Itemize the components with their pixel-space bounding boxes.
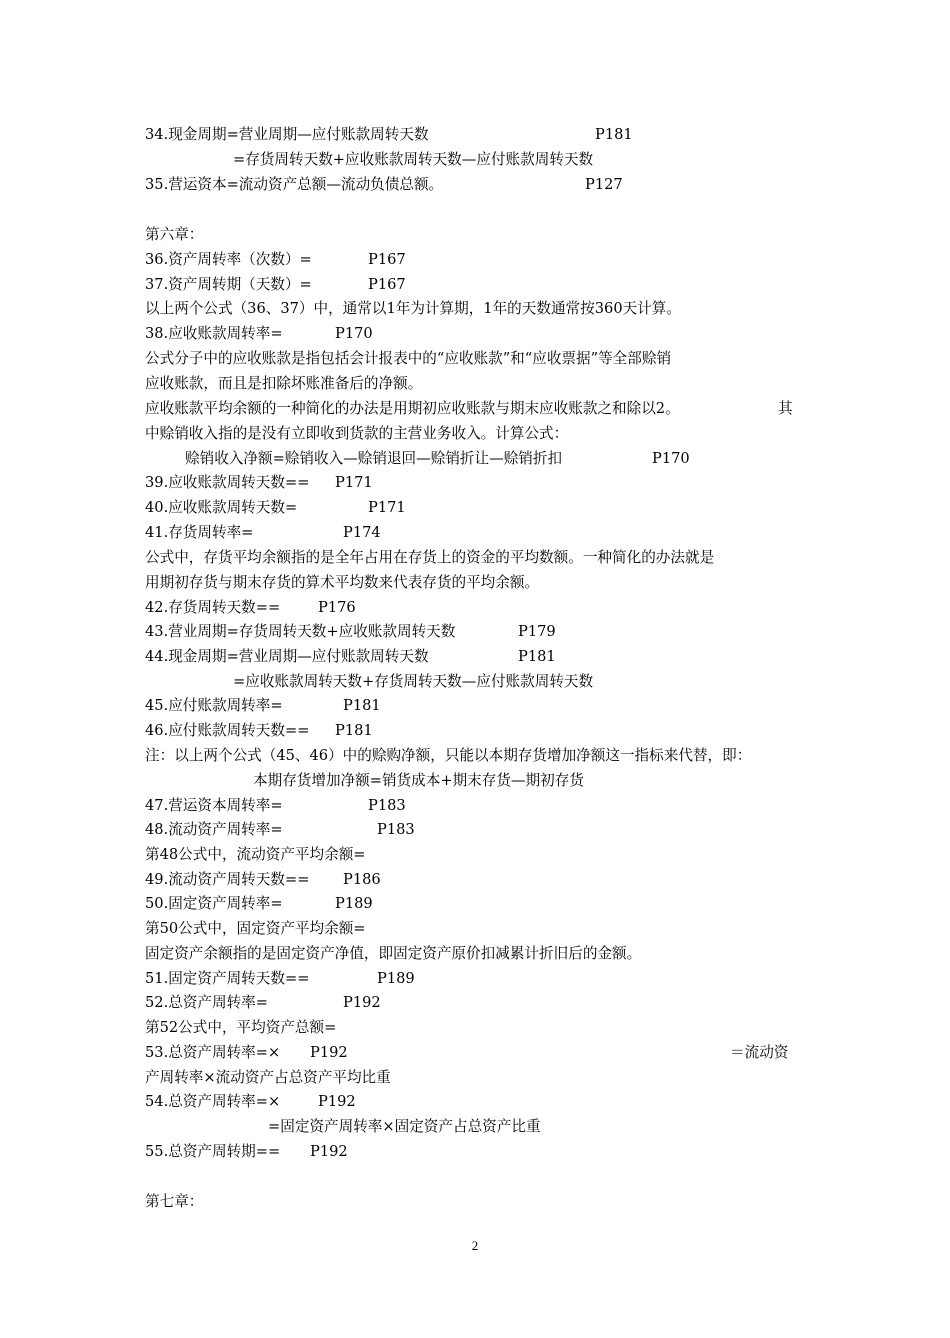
paragraph-text: 用期初存货与期末存货的算术平均数来代表存货的平均余额。 <box>145 574 540 591</box>
page-reference: P181 <box>595 126 633 143</box>
page-reference: P170 <box>652 450 690 467</box>
formula-text: 41.存货周转率= <box>145 524 254 541</box>
formula-text: 44.现金周期=营业周期—应付账款周转天数 <box>145 648 429 665</box>
formula-text: 51.固定资产周转天数== <box>145 970 310 987</box>
paragraph-text: 应收账款，而且是扣除坏账准备后的净额。 <box>145 375 423 392</box>
page-reference: P176 <box>318 599 356 616</box>
formula-text: 48.流动资产周转率= <box>145 821 283 838</box>
paragraph-text: 固定资产余额指的是固定资产净值，即固定资产原价扣减累计折旧后的金额。 <box>145 945 642 962</box>
paragraph-text: 公式中，存货平均余额指的是全年占用在存货上的资金的平均数额。一种简化的办法就是 <box>145 549 715 566</box>
formula-text: 产周转率×流动资产占总资产平均比重 <box>145 1069 391 1086</box>
page-reference: P189 <box>377 970 415 987</box>
formula-text: 45.应付账款周转率= <box>145 697 283 714</box>
formula-text: 36.资产周转率（次数）= <box>145 251 312 268</box>
page-reference: P181 <box>335 722 373 739</box>
paragraph-text: 应收账款平均余额的一种简化的办法是用期初应收账款与期末应收账款之和除以2。 <box>145 400 680 417</box>
note-text: 第48公式中，流动资产平均余额= <box>145 846 366 863</box>
formula-text: =应收账款周转天数+存货周转天数—应付账款周转天数 <box>233 673 594 690</box>
page-reference: P189 <box>335 895 373 912</box>
formula-text: 42.存货周转天数== <box>145 599 281 616</box>
formula-text-tail: ＝流动资 <box>730 1044 789 1061</box>
page-reference: P183 <box>368 797 406 814</box>
formula-text: 38.应收账款周转率= <box>145 325 283 342</box>
page-reference: P192 <box>310 1044 348 1061</box>
page-reference: P171 <box>368 499 406 516</box>
paragraph-text-tail: 其 <box>778 400 793 417</box>
note-text: 以上两个公式（36、37）中，通常以1年为计算期，1年的天数通常按360天计算。 <box>145 300 681 317</box>
page-reference: P171 <box>335 474 373 491</box>
page-reference: P192 <box>310 1143 348 1160</box>
formula-text: 52.总资产周转率= <box>145 994 268 1011</box>
formula-text: 34.现金周期=营业周期—应付账款周转天数 <box>145 126 429 143</box>
formula-text: 54.总资产周转率=× <box>145 1093 281 1110</box>
formula-text: 53.总资产周转率=× <box>145 1044 281 1061</box>
formula-text: =固定资产周转率×固定资产占总资产比重 <box>268 1118 541 1135</box>
formula-text: 37.资产周转期（天数）= <box>145 276 312 293</box>
note-text: 第50公式中，固定资产平均余额= <box>145 920 366 937</box>
note-text: 第52公式中，平均资产总额= <box>145 1019 337 1036</box>
page-reference: P181 <box>518 648 556 665</box>
formula-text: =存货周转天数+应收账款周转天数—应付账款周转天数 <box>233 151 594 168</box>
formula-text: 47.营运资本周转率= <box>145 797 283 814</box>
page-reference: P192 <box>318 1093 356 1110</box>
page-reference: P192 <box>343 994 381 1011</box>
formula-text: 55.总资产周转期== <box>145 1143 281 1160</box>
page-reference: P167 <box>368 276 406 293</box>
heading-text: 第六章： <box>145 226 204 243</box>
page-reference: P127 <box>585 176 623 193</box>
page-reference: P186 <box>343 871 381 888</box>
formula-text: 50.固定资产周转率= <box>145 895 283 912</box>
page-number: 2 <box>471 1238 479 1253</box>
page-reference: P181 <box>343 697 381 714</box>
page-reference: P167 <box>368 251 406 268</box>
page-reference: P170 <box>335 325 373 342</box>
note-text: 注：以上两个公式（45、46）中的赊购净额，只能以本期存货增加净额这一指标来代替，即： <box>145 747 752 764</box>
formula-text: 本期存货增加净额=销货成本+期末存货—期初存货 <box>253 772 584 789</box>
heading-text: 第七章： <box>145 1193 204 1210</box>
formula-text: 赊销收入净额=赊销收入—赊销退回—赊销折让—赊销折扣 <box>185 450 563 467</box>
paragraph-text: 公式分子中的应收账款是指包括会计报表中的“应收账款”和“应收票据”等全部赊销 <box>145 350 672 367</box>
formula-text: 43.营业周期=存货周转天数+应收账款周转天数 <box>145 623 456 640</box>
formula-text: 46.应付账款周转天数== <box>145 722 310 739</box>
formula-text: 40.应收账款周转天数= <box>145 499 298 516</box>
formula-text: 39.应收账款周转天数== <box>145 474 310 491</box>
page-reference: P183 <box>377 821 415 838</box>
formula-text: 49.流动资产周转天数== <box>145 871 310 888</box>
paragraph-text: 中赊销收入指的是没有立即收到货款的主营业务收入。计算公式： <box>145 425 569 442</box>
formula-text: 35.营运资本=流动资产总额—流动负债总额。 <box>145 176 444 193</box>
page-reference: P179 <box>518 623 556 640</box>
page-reference: P174 <box>343 524 381 541</box>
